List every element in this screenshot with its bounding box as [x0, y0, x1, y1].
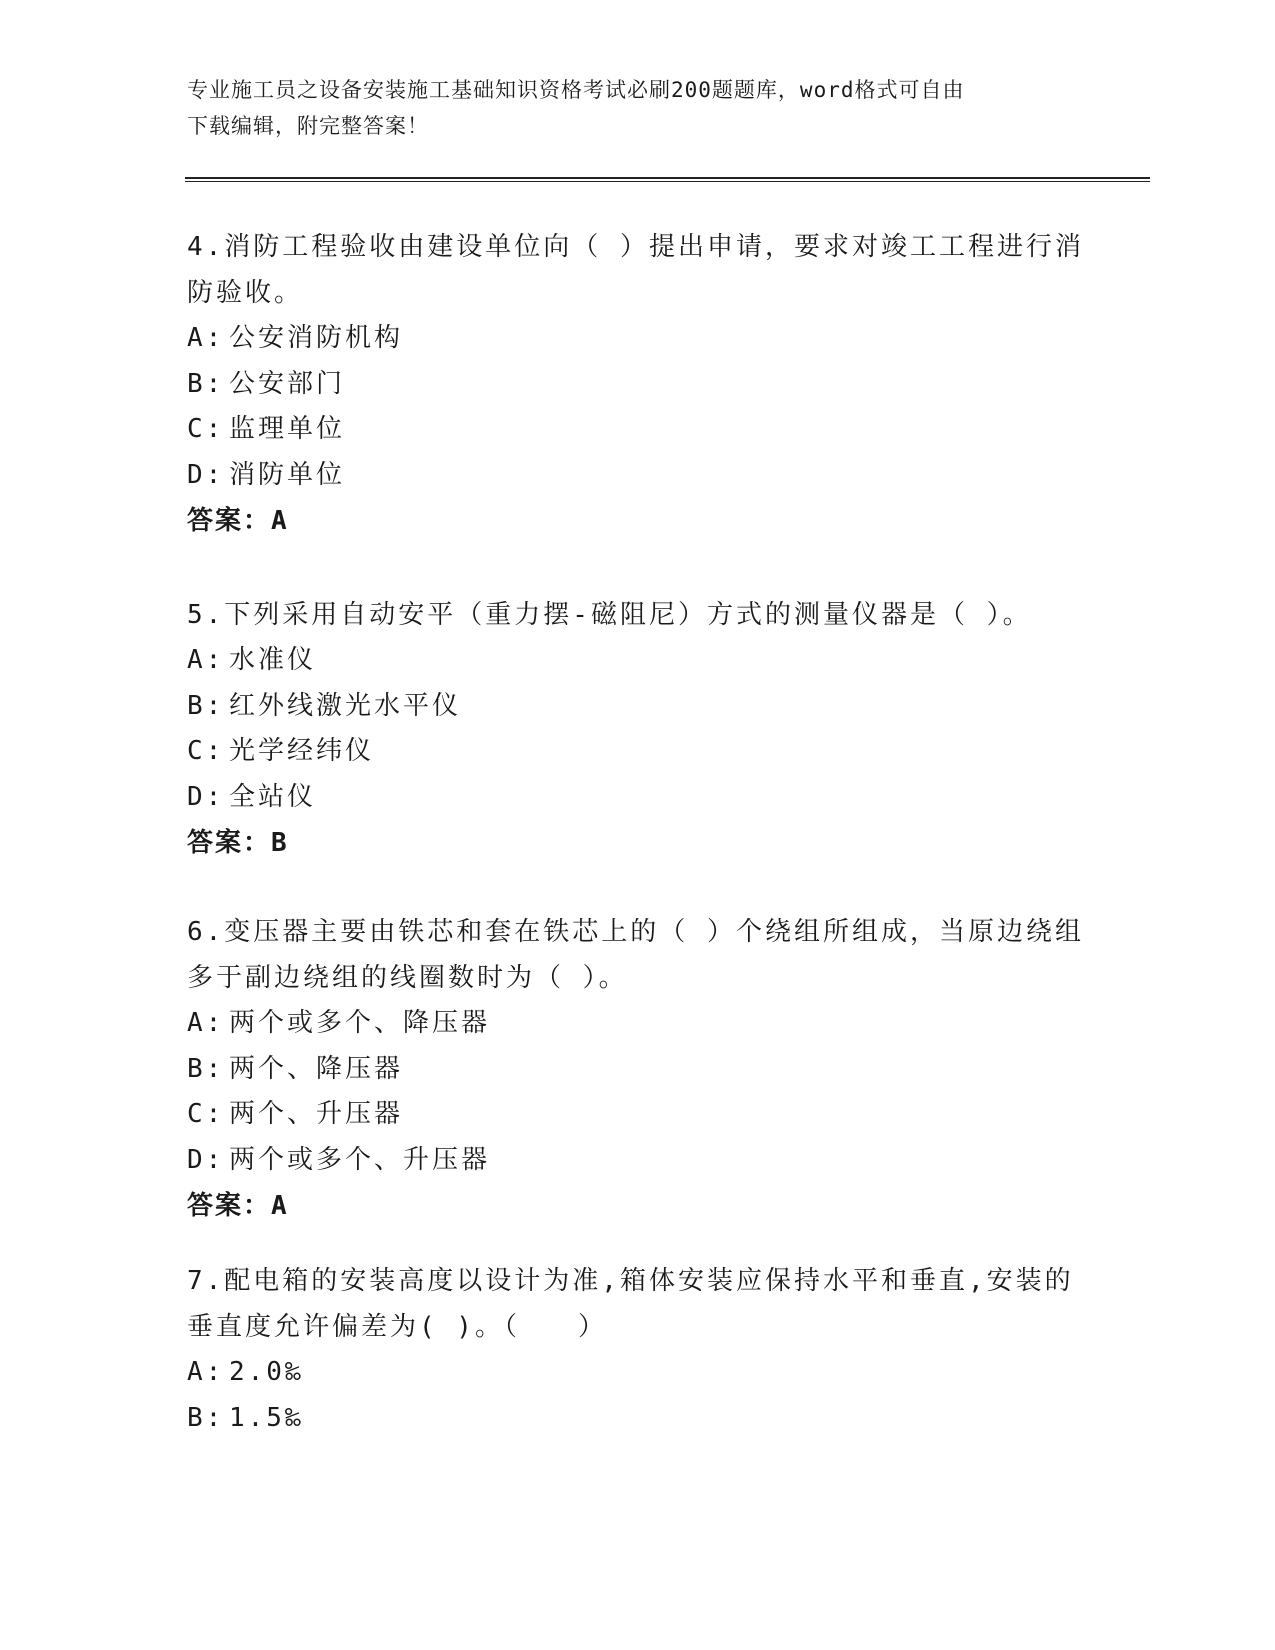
option-letter: B:: [187, 1402, 225, 1433]
option-text: 红外线激光水平仪: [229, 690, 462, 721]
question-stem-line: 垂直度允许偏差为( )。（ ）: [187, 1312, 607, 1342]
option-text: 公安消防机构: [229, 323, 404, 353]
option-letter: D:: [187, 459, 225, 490]
option-a: [187, 316, 1087, 362]
option-a: [187, 1350, 1087, 1396]
question-stem-line: 5.下列采用自动安平（重力摆-磁阻尼）方式的测量仪器是（ ）。: [187, 600, 1032, 630]
option-b: [187, 362, 1087, 408]
question-stem-line: 防验收。: [187, 278, 304, 308]
option-letter: A:: [187, 323, 225, 353]
document-header: [187, 72, 1067, 144]
question-stem-line: 4.消防工程验收由建设单位向（ ）提出申请，要求对竣工工程进行消: [187, 232, 1084, 262]
option-text: 光学经纬仪: [229, 736, 375, 766]
option-text: 公安部门: [229, 368, 346, 399]
option-letter: C:: [187, 414, 225, 444]
question-4: [187, 224, 1087, 544]
option-b: [187, 684, 1087, 730]
option-letter: B:: [187, 368, 225, 399]
option-text: 两个或多个、降压器: [229, 1008, 491, 1038]
question-stem-line: 6.变压器主要由铁芯和套在铁芯上的（ ）个绕组所组成，当原边绕组: [187, 917, 1084, 947]
option-text: 水准仪: [229, 645, 317, 675]
question-5: [187, 592, 1087, 866]
option-letter: B:: [187, 1053, 225, 1084]
option-text: 全站仪: [229, 781, 317, 812]
option-text: 消防单位: [229, 459, 346, 490]
answer-line: 答案：A: [187, 506, 289, 536]
answer-line: 答案：B: [187, 828, 289, 858]
option-d: [187, 453, 1087, 499]
option-letter: A:: [187, 645, 225, 675]
option-text: 两个或多个、升压器: [229, 1144, 491, 1175]
question-stem-line: 7.配电箱的安装高度以设计为准,箱体安装应保持水平和垂直,安装的: [187, 1266, 1074, 1296]
option-letter: C:: [187, 736, 225, 766]
option-text: 监理单位: [229, 414, 346, 444]
option-letter: A:: [187, 1008, 225, 1038]
option-d: [187, 1138, 1087, 1184]
answer-line: 答案：A: [187, 1191, 289, 1221]
option-text: 1.5‰: [229, 1402, 304, 1433]
option-c: [187, 1092, 1087, 1138]
option-letter: C:: [187, 1099, 225, 1129]
header-rule-thick: [185, 177, 1150, 179]
header-line-2: 下载编辑，附完整答案！: [187, 114, 429, 138]
question-7: [187, 1258, 1087, 1441]
option-a: [187, 638, 1087, 684]
option-text: 两个、降压器: [229, 1053, 404, 1084]
option-text: 2.0‰: [229, 1357, 304, 1387]
option-c: [187, 729, 1087, 775]
option-letter: B:: [187, 690, 225, 721]
question-stem-line: 多于副边绕组的线圈数时为（ ）。: [187, 963, 628, 993]
option-d: [187, 775, 1087, 821]
option-a: [187, 1001, 1087, 1047]
option-text: 两个、升压器: [229, 1099, 404, 1129]
option-letter: D:: [187, 1144, 225, 1175]
option-b: [187, 1396, 1087, 1442]
question-6: [187, 909, 1087, 1229]
header-rule-thin: [185, 181, 1150, 182]
option-b: [187, 1047, 1087, 1093]
option-letter: D:: [187, 781, 225, 812]
option-c: [187, 407, 1087, 453]
header-line-1: 专业施工员之设备安装施工基础知识资格考试必刷200题题库，word格式可自由: [187, 78, 965, 102]
option-letter: A:: [187, 1357, 225, 1387]
